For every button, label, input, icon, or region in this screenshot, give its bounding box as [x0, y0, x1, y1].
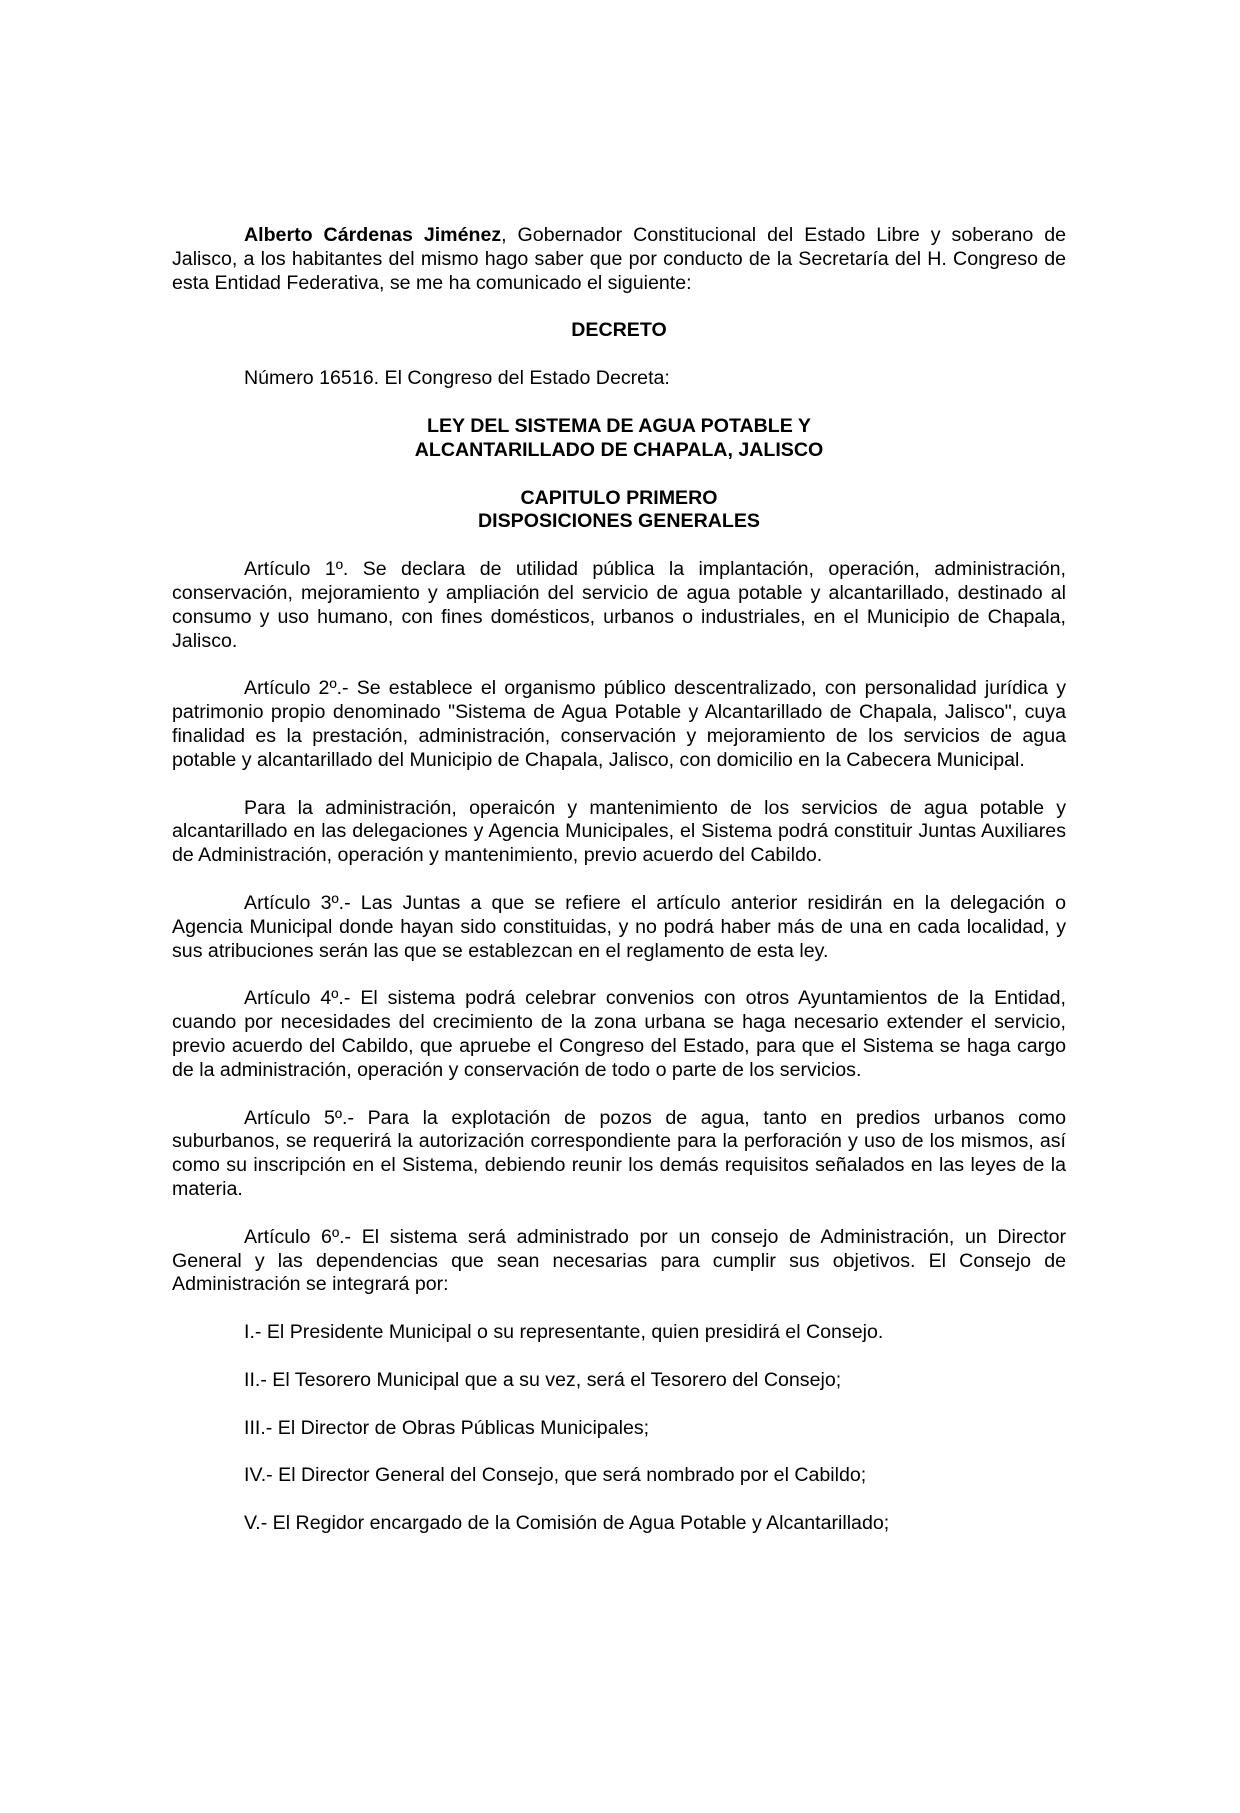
chapter-title: CAPITULO PRIMERO	[520, 486, 718, 509]
intro-text: , Gobernador Constitucional del Estado Libre y soberano de Jalisco, a los habitantes del mismo hago saber que por conducto de la Secretaría del H. Congreso de esta Entidad Federativa, se me ha comunicado el siguiente:	[172, 224, 1066, 294]
list-item: V.- El Regidor encargado de la Comisión de Agua Potable y Alcantarillado;	[244, 1512, 890, 1535]
law-title-line-1: LEY DEL SISTEMA DE AGUA POTABLE Y	[427, 414, 811, 437]
article-1: Artículo 1º. Se declara de utilidad pública la implantación, operación, administración, conservación, mejoramiento y ampliación del servicio de agua potable y alcantarillado, destinado al consumo y uso humano, con fines domésticos, urbanos o industriales, en el Municipio de Chapala, Jalisco.	[172, 558, 1066, 652]
decree-number: Número 16516. El Congreso del Estado Decreta:	[244, 367, 670, 390]
law-title-line-2: ALCANTARILLADO DE CHAPALA, JALISCO	[414, 438, 824, 461]
article-2: Artículo 2º.- Se establece el organismo público descentralizado, con personalidad jurídica y patrimonio propio denominado "Sistema de Agua Potable y Alcantarillado de Chapala, Jalisco", cuya finalidad es la prestación, administración, conservación y mejoramiento de los servicios de agua potable y alcantarillado del Municipio de Chapala, Jalisco, con domicilio en la Cabecera Municipal.	[172, 677, 1066, 771]
document-page	[172, 224, 1066, 1536]
article-2-paragraph-2: Para la administración, operaicón y mantenimiento de los servicios de agua potable y alcantarillado en las delegaciones y Agencia Municipales, el Sistema podrá constituir Juntas Auxiliares de Administración, operación y mantenimiento, previo acuerdo del Cabildo.	[172, 796, 1066, 867]
article-6: Artículo 6º.- El sistema será administrado por un consejo de Administración, un Director General y las dependencias que sean necesarias para cumplir sus objetivos. El Consejo de Administración se integrará por:	[172, 1225, 1066, 1296]
law-title	[172, 415, 1066, 463]
article-4: Artículo 4º.- El sistema podrá celebrar convenios con otros Ayuntamientos de la Entidad, cuando por necesidades del crecimiento de la zona urbana se haga necesario extender el servicio, previo acuerdo del Cabildo, que apruebe el Congreso del Estado, para que el Sistema se haga cargo de la administración, operación y conservación de todo o parte de los servicios.	[172, 987, 1066, 1081]
article-3: Artículo 3º.- Las Juntas a que se refiere el artículo anterior residirán en la delegación o Agencia Municipal donde hayan sido constituidas, y no podrá haber más de una en cada localidad, y sus atribuciones serán las que se establezcan en el reglamento de esta ley.	[172, 891, 1066, 962]
article-5: Artículo 5º.- Para la explotación de pozos de agua, tanto en predios urbanos como suburbanos, se requerirá la autorización correspondiente para la perforación y uso de los mismos, así como su inscripción en el Sistema, debiendo reunir los demás requisitos señalados en las leyes de la materia.	[172, 1106, 1066, 1200]
governor-name: Alberto Cárdenas Jiménez	[244, 224, 502, 246]
list-item: I.- El Presidente Municipal o su representante, quien presidirá el Consejo.	[244, 1321, 884, 1344]
list-item: IV.- El Director General del Consejo, que será nombrado por el Cabildo;	[244, 1464, 867, 1487]
intro-paragraph	[172, 224, 1066, 295]
list-item: III.- El Director de Obras Públicas Municipales;	[244, 1416, 650, 1439]
list-item: II.- El Tesorero Municipal que a su vez, será el Tesorero del Consejo;	[244, 1368, 842, 1391]
chapter-heading	[172, 487, 1066, 535]
decreto-heading: DECRETO	[571, 319, 667, 342]
chapter-subtitle: DISPOSICIONES GENERALES	[478, 510, 760, 533]
